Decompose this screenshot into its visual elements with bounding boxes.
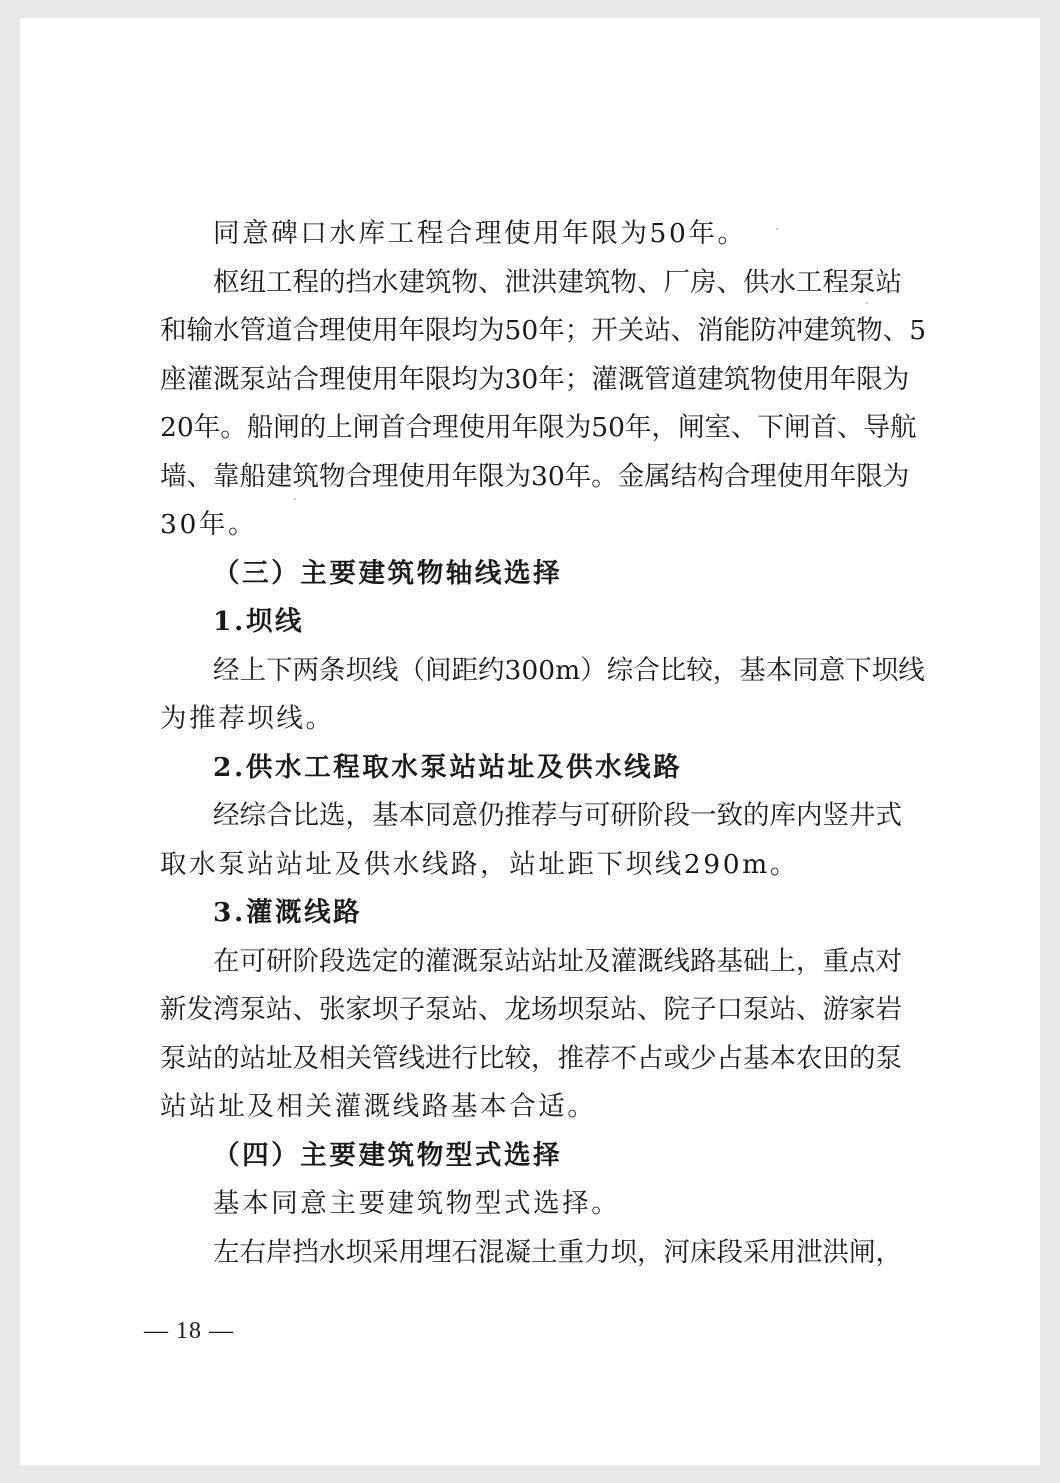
document-body [160, 210, 927, 1277]
paragraph-line: 经综合比选，基本同意仍推荐与可研阶段一致的库内竖井式 [213, 800, 902, 831]
paragraph-line: 在可研阶段选定的灌溉泵站站址及灌溉线路基础上，重点对 [213, 945, 902, 977]
paragraph-line: 基本同意主要建筑物型式选择。 [213, 1188, 621, 1219]
paragraph-line: 同意碑口水库工程合理使用年限为50年。 [213, 218, 747, 249]
paragraph-line: 和输水管道合理使用年限均为50年；开关站、消能防冲建筑物、5 [160, 315, 927, 346]
subsection-heading: 2.供水工程取水泵站站址及供水线路 [213, 751, 683, 783]
subsection-heading: 3.灌溉线路 [213, 897, 363, 928]
paragraph-line: 为推荐坝线。 [160, 703, 335, 734]
section-heading: （三）主要建筑物轴线选择 [213, 557, 563, 589]
paragraph-line: 30年。 [160, 509, 258, 540]
section-heading: （四）主要建筑物型式选择 [213, 1139, 563, 1171]
scan-speck [866, 302, 868, 304]
scan-speck [776, 228, 778, 230]
paragraph-line: 座灌溉泵站合理使用年限均为30年；灌溉管道建筑物使用年限为 [160, 363, 910, 395]
scan-speck [294, 498, 296, 500]
paragraph-line: 墙、靠船建筑物合理使用年限为30年。金属结构合理使用年限为 [160, 460, 910, 492]
paragraph-line: 泵站的站址及相关管线进行比较，推荐不占或少占基本农田的泵 [160, 1042, 902, 1074]
document-page [20, 18, 1040, 1465]
page-number: — 18 — [144, 1318, 234, 1344]
paragraph-line: 枢纽工程的挡水建筑物、泄洪建筑物、厂房、供水工程泵站 [213, 266, 902, 298]
paragraph-line: 取水泵站站址及供水线路，站址距下坝线290m。 [160, 848, 800, 880]
paragraph-line: 站站址及相关灌溉线路基本合适。 [160, 1091, 597, 1122]
paragraph-line: 经上下两条坝线（间距约300m）综合比较，基本同意下坝线 [213, 654, 925, 686]
subsection-heading: 1.坝线 [213, 606, 305, 637]
paragraph-line: 新发湾泵站、张家坝子泵站、龙场坝泵站、院子口泵站、游家岩 [160, 994, 902, 1025]
paragraph-line: 20年。船闸的上闸首合理使用年限为50年，闸室、下闸首、导航 [160, 412, 917, 443]
paragraph-line: 左右岸挡水坝采用埋石混凝土重力坝，河床段采用泄洪闸， [213, 1236, 902, 1268]
